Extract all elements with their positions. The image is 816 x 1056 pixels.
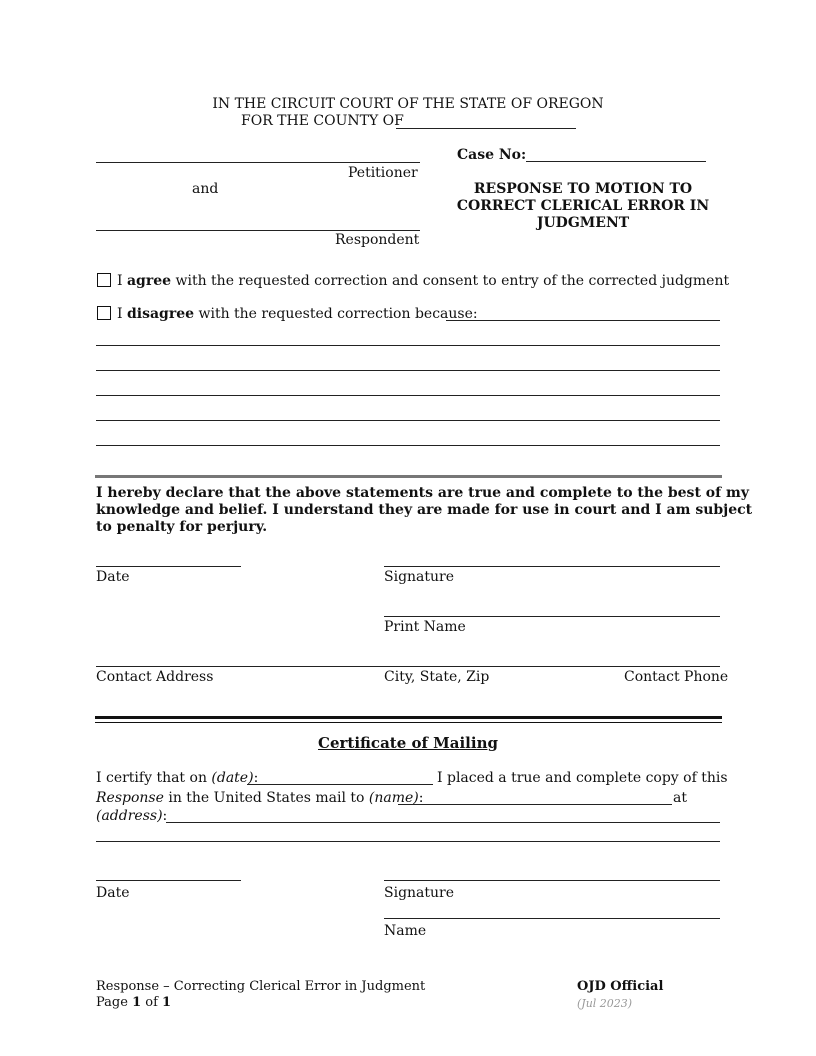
signature-field[interactable] — [384, 566, 720, 567]
petitioner-label: Petitioner — [348, 165, 418, 181]
footer-form-title: Response – Correcting Clerical Error in Judgment — [96, 979, 426, 994]
court-heading-line1: IN THE CIRCUIT COURT OF THE STATE OF OREGON — [212, 96, 604, 112]
contact-address-label: Contact Address — [96, 669, 214, 685]
certificate-divider-thin — [95, 722, 722, 723]
section-divider — [95, 475, 722, 478]
reason-line[interactable] — [96, 420, 720, 421]
petitioner-field[interactable] — [96, 162, 420, 163]
colon: : — [162, 808, 168, 824]
declaration-line2: knowledge and belief. I understand they are made for use in court and I am subject — [96, 502, 753, 518]
reason-line[interactable] — [96, 370, 720, 371]
certificate-signature-field[interactable] — [384, 880, 720, 881]
date-label: Date — [96, 569, 130, 585]
mail-text: in the United States mail to — [163, 790, 369, 806]
certificate-divider — [95, 716, 722, 719]
mailing-address-field[interactable] — [166, 822, 720, 823]
disagree-reason-field[interactable] — [446, 320, 720, 321]
agree-checkbox[interactable] — [97, 273, 111, 287]
certificate-line1-start — [96, 770, 258, 787]
mailing-name-field[interactable] — [398, 804, 672, 805]
certificate-line1-end: I placed a true and complete copy of this — [437, 770, 728, 786]
county-field[interactable] — [396, 128, 576, 129]
disagree-bold: disagree — [126, 306, 195, 322]
disagree-prefix: I — [117, 306, 127, 322]
colon: : — [418, 790, 424, 806]
document-title-line1: RESPONSE TO MOTION TO — [473, 181, 693, 197]
city-state-zip-label: City, State, Zip — [384, 669, 490, 685]
reason-line[interactable] — [96, 445, 720, 446]
document-title-line2: CORRECT CLERICAL ERROR IN — [456, 198, 710, 214]
signature-label: Signature — [384, 569, 455, 585]
name-hint: (name) — [368, 790, 419, 806]
respondent-label: Respondent — [335, 232, 420, 248]
footer-revision: (Jul 2023) — [577, 997, 633, 1010]
date-hint: (date) — [211, 770, 254, 786]
page-num: 1 — [132, 995, 142, 1010]
and-label: and — [192, 181, 219, 197]
disagree-checkbox[interactable] — [97, 306, 111, 320]
certificate-title: Certificate of Mailing — [318, 734, 498, 752]
mailing-address-field-2[interactable] — [96, 841, 720, 842]
print-name-label: Print Name — [384, 619, 466, 635]
agree-option — [97, 273, 729, 290]
agree-bold: agree — [126, 273, 172, 289]
contact-line-field[interactable] — [96, 666, 720, 667]
print-name-field[interactable] — [384, 616, 720, 617]
agree-prefix: I — [117, 273, 127, 289]
certificate-line2-start — [96, 790, 424, 807]
declaration-line3: to penalty for perjury. — [96, 519, 268, 535]
certificate-date-label: Date — [96, 885, 130, 901]
disagree-option — [97, 306, 478, 323]
footer-official: OJD Official — [577, 979, 664, 994]
document-title-line3: JUDGMENT — [536, 215, 630, 231]
agree-text: with the requested correction and consent to entry of the corrected judgment — [171, 273, 730, 289]
court-heading-line2: FOR THE COUNTY OF — [241, 113, 404, 129]
case-no-label: Case No: — [457, 147, 527, 163]
date-field[interactable] — [96, 566, 241, 567]
colon: : — [253, 770, 259, 786]
certificate-name-field[interactable] — [384, 918, 720, 919]
certificate-signature-label: Signature — [384, 885, 455, 901]
footer-page-number — [96, 994, 171, 1011]
certify-text: I certify that on — [96, 770, 212, 786]
page-mid: of — [141, 995, 163, 1010]
reason-line[interactable] — [96, 395, 720, 396]
page-prefix: Page — [96, 995, 133, 1010]
certificate-name-label: Name — [384, 923, 427, 939]
page-total: 1 — [162, 995, 172, 1010]
certificate-line3-start — [96, 808, 167, 825]
disagree-text: with the requested correction because: — [194, 306, 478, 322]
certificate-date-field[interactable] — [96, 880, 241, 881]
at-label: at — [673, 790, 687, 806]
declaration-line1: I hereby declare that the above statements are true and complete to the best of my — [96, 485, 749, 501]
respondent-field[interactable] — [96, 230, 420, 231]
response-word: Response — [96, 790, 164, 806]
address-hint: (address) — [96, 808, 163, 824]
mailing-date-field[interactable] — [247, 784, 433, 785]
case-no-field[interactable] — [526, 161, 706, 162]
reason-line[interactable] — [96, 345, 720, 346]
contact-phone-label: Contact Phone — [624, 669, 729, 685]
